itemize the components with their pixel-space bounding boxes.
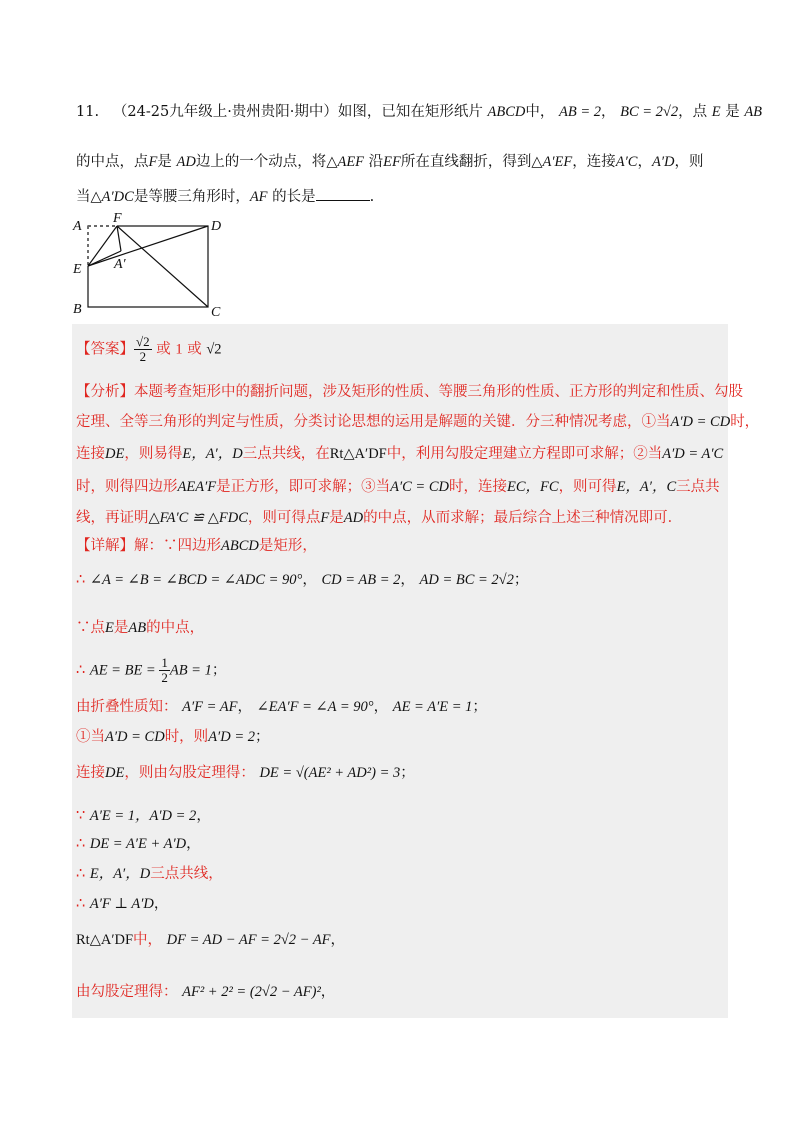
label-b: B bbox=[73, 302, 82, 317]
detail-line-6: ①当A′D = CD时，则A′D = 2； bbox=[76, 729, 270, 745]
detail-line-12: Rt△A′DF中， DF = AD − AF = 2√2 − AF， bbox=[76, 932, 346, 948]
label-c: C bbox=[211, 305, 221, 320]
analysis-line-3: 连接DE，则易得E，A′，D三点共线，在Rt△A′DF中，利用勾股定理建立方程即可求解；②当A′D = A′C bbox=[76, 446, 724, 462]
detail-line-11: ∴ A′F ⊥ A′D， bbox=[76, 896, 169, 912]
detail-line-4: ∴ AE = BE = $\frac{1}{2}$ AB = 1； bbox=[76, 655, 227, 685]
analysis-line-1: 【分析】本题考查矩形中的翻折问题，涉及矩形的性质、等腰三角形的性质、正方形的判定和性质、勾股 bbox=[76, 384, 743, 400]
detail-line-8: ∵ A′E = 1，A′D = 2， bbox=[76, 808, 211, 824]
fraction-half: $\frac{1}{2}$ bbox=[161, 655, 168, 685]
label-e: E bbox=[73, 262, 82, 277]
detail-line-2: ∴ ∠A = ∠B = ∠BCD = ∠ADC = 90°， CD = AB = 2， AD = BC = 2√2； bbox=[76, 572, 529, 588]
segment-ed bbox=[88, 226, 208, 266]
rectangle-abcd bbox=[88, 226, 208, 307]
detail-line-13: 由勾股定理得： AF² + 2² = (2√2 − AF)²， bbox=[76, 984, 336, 1000]
geometry-figure bbox=[70, 212, 240, 322]
answer-tag: 【答案】 bbox=[76, 341, 134, 358]
detail-line-1: 【详解】解：∵四边形ABCD是矩形， bbox=[76, 538, 317, 554]
label-a: A bbox=[73, 219, 82, 234]
question-line-3: 当△A′DC是等腰三角形时，AF 的长是 . bbox=[76, 186, 374, 207]
question-line-1: 11. （24-25九年级上·贵州贵阳·期中）如图，已知在矩形纸片 ABCD中， AB = 2， BC = 2√2，点 E 是 AB bbox=[76, 104, 763, 120]
answer-blank bbox=[316, 186, 370, 201]
detail-line-5: 由折叠性质知： A′F = AF， ∠EA′F = ∠A = 90°， AE = A′E = 1； bbox=[76, 699, 487, 715]
label-d: D bbox=[211, 219, 222, 234]
answer-line: 【答案】 $\frac{√2}{2}$ 或 1 或 √2 bbox=[76, 334, 222, 364]
answer-fraction: $\frac{√2}{2}$ bbox=[136, 334, 150, 364]
analysis-tag: 【分析】 bbox=[76, 384, 134, 400]
label-a-prime: A′ bbox=[114, 257, 126, 272]
detail-line-9: ∴ DE = A′E + A′D， bbox=[76, 836, 201, 852]
detail-line-3: ∵点E是AB的中点， bbox=[76, 620, 205, 636]
detail-line-10: ∴ E，A′，D三点共线， bbox=[76, 866, 223, 882]
label-f: F bbox=[113, 212, 122, 226]
analysis-line-2: 定理、全等三角形的判定与性质，分类讨论思想的运用是解题的关键．分三种情况考虑，①当A′D = CD时， bbox=[76, 414, 760, 430]
detail-tag: 【详解】 bbox=[76, 538, 134, 554]
detail-line-7: 连接DE，则由勾股定理得： DE = √(AE² + AD²) = 3； bbox=[76, 765, 415, 781]
analysis-line-5: 线，再证明△FA′C ≌ △FDC，则可得点F是AD的中点，从而求解；最后综合上述三种情况即可． bbox=[76, 510, 683, 526]
question-line-2: 的中点，点F是 AD边上的一个动点，将△AEF 沿EF所在直线翻折，得到△A′EF，连接A′C，A′D，则 bbox=[76, 154, 704, 170]
segment-fc bbox=[117, 226, 208, 307]
question-source: （24-25九年级上·贵州贵阳·期中） bbox=[112, 104, 338, 120]
question-number: 11. bbox=[76, 104, 100, 120]
analysis-line-4: 时，则得四边形AEA′F是正方形，即可求解；③当A′C = CD时，连接EC，FC，则可得E，A′，C三点共 bbox=[76, 479, 720, 495]
